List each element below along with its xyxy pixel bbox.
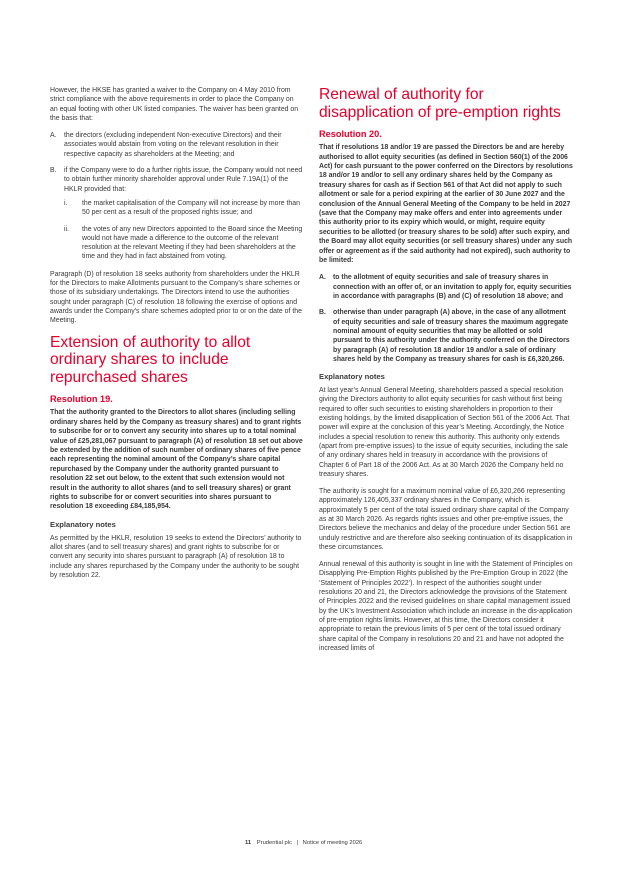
waiver-conditions-list: [50, 131, 303, 262]
list-marker: B.: [319, 309, 326, 317]
list-item-text: otherwise than under paragraph (A) above, in the case of any allotment of equity securities and sale of treasury shares the maximum aggregate nominal amount of equity securities that may be allotted or sold pursuant to this authority under the authority conferred on the Directors by paragraph (A) of resolution 18 and/or 19 and/or a sale of ordinary shares held by the Company as treasury shares for cash is £6,320,266.: [333, 309, 570, 363]
list-item: [64, 225, 303, 262]
sub-list: [64, 199, 303, 262]
explanatory-notes-heading: Explanatory notes: [319, 372, 385, 382]
explanatory-notes-paragraph: At last year’s Annual General Meeting, shareholders passed a special resolution giving the Directors authority to allot equity securities for cash without first being required to offer such securities to existing shareholders in proportion to their existing holdings, by the limited disapplication of Section 561 of the 2006 Act. That power will expire at the conclusion of this year’s Meeting. Accordingly, the Notice includes a special resolution to renew this authority. This authority only extends (apart from pre-emptive issues) to the issue of equity securities, including the sale of any ordinary shares held in treasury in accordance with the provisions of Chapter 6 of Part 18 of the 2006 Act. As at 30 March 2026 the Company held no treasury shares.: [319, 387, 570, 478]
list-item-text: to the allotment of equity securities and sale of treasury shares in connection with an offer of, or an invitation to apply for, equity securities in accordance with paragraphs (B) and (C) of resolution 18 above; and: [333, 274, 572, 301]
list-item: [50, 166, 303, 262]
list-item: [319, 273, 573, 301]
list-marker: i.: [64, 199, 68, 207]
list-marker: A.: [319, 274, 326, 282]
footer-document: Notice of meeting 2026: [302, 840, 363, 846]
resolution-20-text: That if resolutions 18 and/or 19 are passed the Directors be and are hereby authorised to allot equity securities (as defined in Section 560(1) of the 2006 Act) for cash pursuant to the power conferred on the Directors by resolutions 18 and/or 19 and/or to sell any ordinary shares held by the Company as treasury shares for cash as if Section 561 of that Act did not apply to such allotment or sale for a period expiring at the earlier of 30 June 2027 and the conclusion of the Annual General Meeting of the Company to be held in 2027 (save that the Company may make offers and enter into agreements under this authority prior to its expiry which would, or might, require equity securities to be allotted (or treasury shares to be sold) after such expiry, and the Board may allot equity securities (or sell treasury shares) under any such offer or agreement as if the said authority had not expired), such authority to be limited:: [319, 144, 573, 265]
list-item: [319, 308, 573, 364]
list-marker: A.: [50, 132, 57, 140]
list-marker: ii.: [64, 225, 69, 233]
page-number: 11: [245, 840, 252, 846]
explanatory-notes-paragraph: Annual renewal of this authority is sought in line with the Statement of Principles on Disapplying Pre-Emption Rights published by the Pre-Emption Group in 2022 (the ‘Statement of Principles 2022’). In respect of the authorities sought under resolutions 20 and 21, the Directors acknowledge the provisions of the Statement of Principles 2022 and the revised guidelines on share capital management issued by the UK’s Investment Association which include an increase in the dis-application of pre-emption rights limits. However, at this time, the Directors consider it appropriate to retain the previous limits of 5 per cent of the total issued ordinary share capital of the Company in resolutions 20 and 21 and have not adopted the increased limits of: [319, 561, 573, 652]
list-item-text: the votes of any new Directors appointed to the Board since the Meeting would not have made a difference to the outcome of the relevant resolution at the relevant Meeting if they had been shareholders at the time and they had in fact abstained from voting.: [82, 225, 303, 261]
explanatory-notes-heading: Explanatory notes: [50, 519, 116, 529]
list-marker: B.: [50, 167, 57, 175]
page-footer: [245, 840, 362, 846]
resolution-20-title: Resolution 20.: [319, 129, 382, 140]
section-heading-renewal: Renewal of authority for disapplication of pre-emption rights: [319, 86, 561, 121]
resolution-19-title: Resolution 19.: [50, 394, 113, 405]
resolution-20-limits-list: [319, 273, 573, 364]
footer-company: Prudential plc: [256, 840, 292, 846]
right-column: [319, 86, 573, 661]
resolution-19-text: That the authority granted to the Directors to allot shares (including selling ordinary shares held by the Company as treasury shares) and to grant rights to subscribe for or to convert any security into shares up to a total nominal value of £25,281,067 pursuant to paragraph (A) of resolution 18 set out above be extended by the addition of such number of ordinary shares of five pence each representing the nominal amount of the Company’s share capital repurchased by the Company under the authority granted pursuant to resolution 22 set out below, to the extent that such extension would not result in the authority to allot shares (and to sell treasury shares) or grant rights to subscribe for or convert securities into shares pursuant to resolution 18 exceeding £84,185,954.: [50, 409, 303, 511]
list-item-text: if the Company were to do a further rights issue, the Company would not need to obtain further minority shareholder approval under Rule 7.19A(1) of the HKLR provided that:: [64, 167, 303, 193]
section-heading-extension: Extension of authority to allot ordinary shares to include repurchased shares: [50, 333, 251, 386]
list-item-text: the market capitalisation of the Company will not increase by more than 50 per cent as a result of the proposed rights issue; and: [82, 199, 300, 217]
list-item-text: the directors (excluding independent Non-executive Directors) and their associates would abstain from voting on the relevant resolution in their respective capacity as shareholders at the Meeting; and: [64, 132, 282, 158]
list-item: [50, 131, 303, 159]
paragraph-d-explanation: Paragraph (D) of resolution 18 seeks authority from shareholders under the HKLR for the Directors to make Allotments pursuant to the Company’s share schemes or those of its subsidiary undertakings. The Directors intend to use the authorities sought under paragraph (C) of resolution 18 following the exercise of options and awards under the Company’s share schemes adopted prior to or on the date of the Meeting.: [50, 270, 302, 325]
list-item: [64, 199, 303, 218]
footer-separator: |: [296, 840, 299, 846]
explanatory-notes-paragraph: The authority is sought for a maximum nominal value of £6,320,266 representing approximately 126,405,337 ordinary shares in the Company, which is approximately 5 per cent of the total issued ordinary share capital of the Company as at 30 March 2026. As regards rights issues and other pre-emptive issues, the Directors believe the mechanics and delay of the procedure under Section 561 are unduly restrictive and are therefore also seeking continuation of its disapplication in these circumstances.: [319, 488, 573, 551]
explanatory-notes-text: As permitted by the HKLR, resolution 19 seeks to extend the Directors’ authority to allot shares (and to sell treasury shares) and grant rights to subscribe for or convert any security into shares pursuant to paragraph (A) of resolution 18 to include any shares repurchased by the Company under the authority to be sought by resolution 22.: [50, 534, 302, 579]
left-column: [50, 86, 303, 588]
intro-paragraph: However, the HKSE has granted a waiver to the Company on 4 May 2010 from strict compliance with the above requirements in order to place the Company on an equal footing with other UK listed companies. The waiver has been granted on the basis that:: [50, 87, 299, 122]
